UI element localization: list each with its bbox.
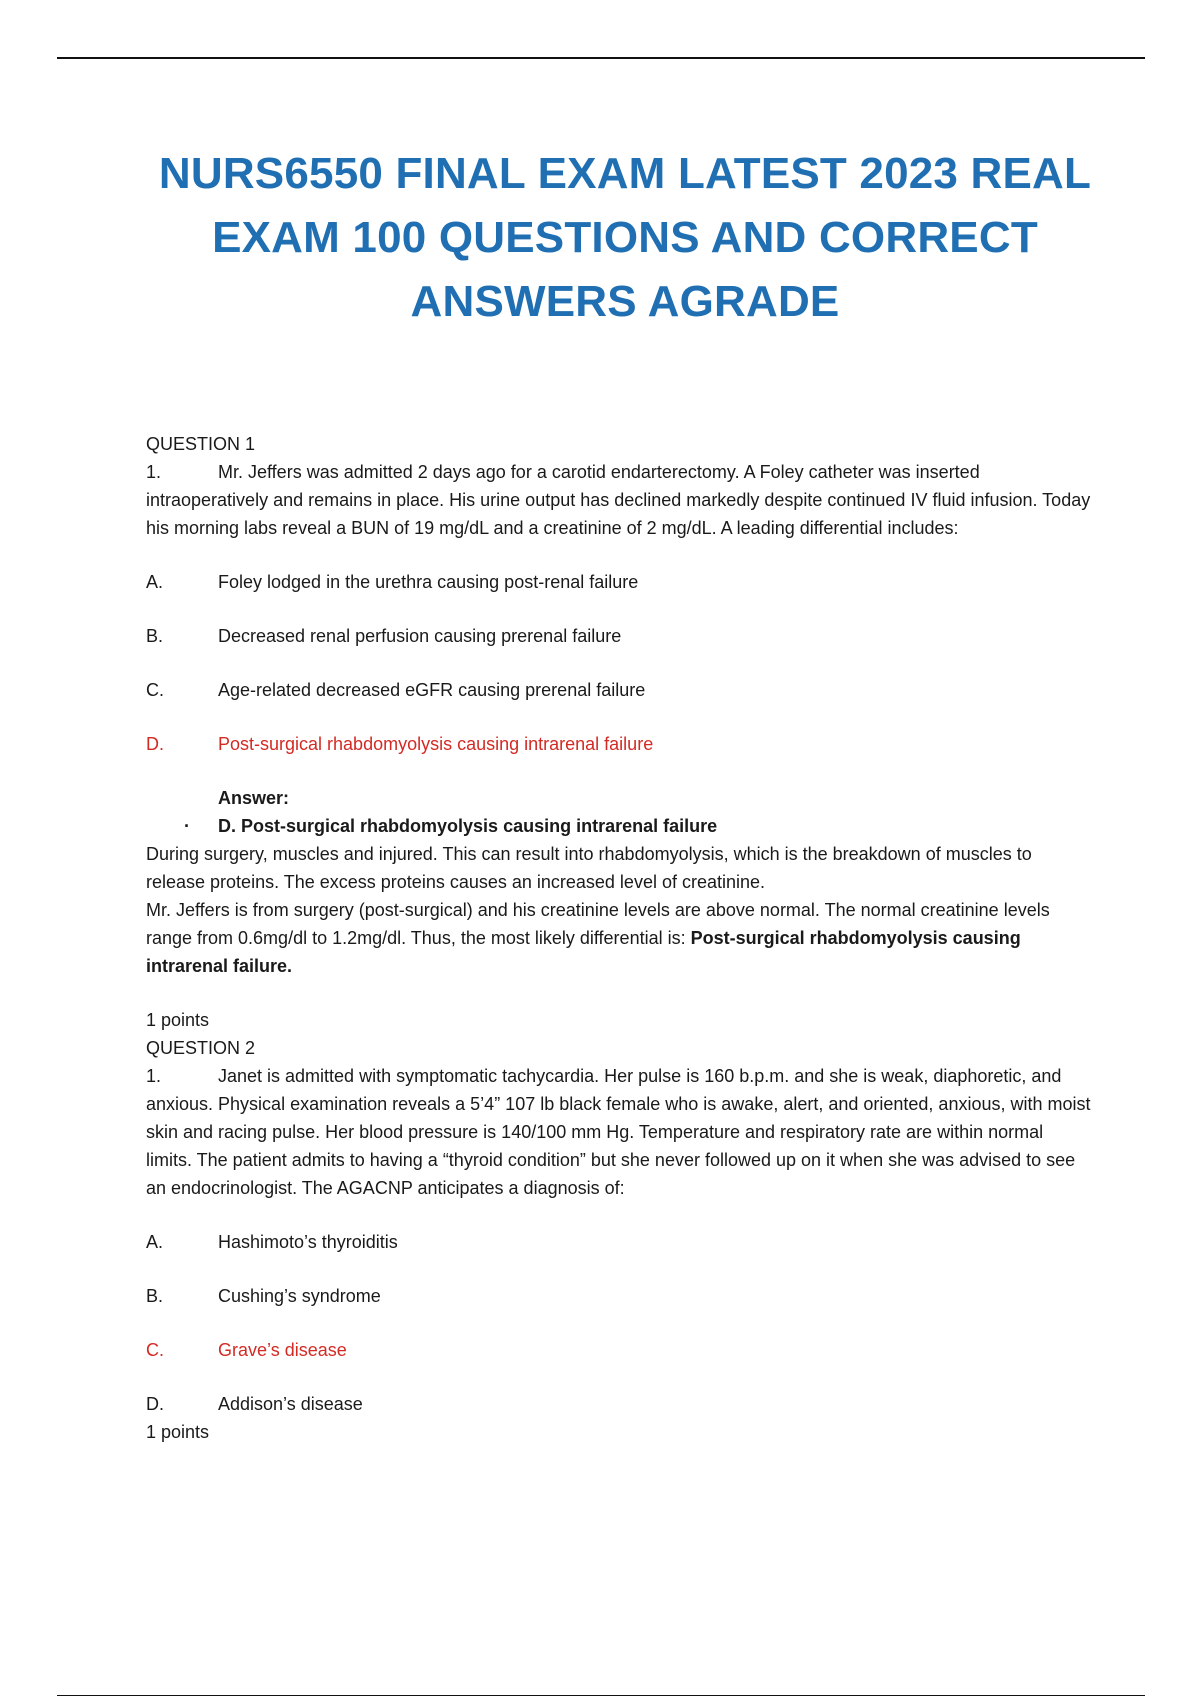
q1-option-c-text: Age-related decreased eGFR causing prerenal failure	[218, 680, 646, 700]
bottom-rule	[57, 1695, 1145, 1696]
q1-number: 1.	[146, 462, 162, 482]
q1-option-c	[146, 676, 1091, 704]
q1-option-b-text: Decreased renal perfusion causing prerenal failure	[218, 626, 622, 646]
q1-option-b-letter: B.	[146, 626, 164, 646]
q1-points: 1 points	[146, 1010, 210, 1030]
q2-option-b	[146, 1282, 1091, 1310]
exam-content	[146, 430, 1091, 1446]
q2-option-b-letter: B.	[146, 1286, 164, 1306]
q2-option-a-letter: A.	[146, 1232, 164, 1252]
q2-number: 1.	[146, 1066, 162, 1086]
q1-answer-item	[184, 812, 1091, 840]
q2-option-d-letter: D.	[146, 1394, 164, 1414]
q2-option-b-text: Cushing’s syndrome	[218, 1286, 381, 1306]
q1-text: Mr. Jeffers was admitted 2 days ago for a carotid endarterectomy. A Foley catheter was inserted intraoperatively and remains in place. His urine output has declined markedly despite continued IV fluid infusion. Today his morning labs reveal a BUN of 19 mg/dL and a creatinine of 2 mg/dL. A leading differential includes:	[146, 462, 1091, 538]
q1-option-a-letter: A.	[146, 572, 164, 592]
q2-option-c-correct	[146, 1336, 1091, 1364]
bullet-icon: ·	[184, 816, 190, 836]
q2-stem	[146, 1062, 1091, 1202]
q2-points: 1 points	[146, 1422, 210, 1442]
q2-heading: QUESTION 2	[146, 1038, 256, 1058]
q1-explanation-2	[146, 896, 1091, 980]
q1-option-d-letter: D.	[146, 734, 164, 754]
q1-explanation-2-bold: Post-surgical rhabdomyolysis causing intrarenal failure.	[146, 928, 1021, 976]
q1-answer-text: D. Post-surgical rhabdomyolysis causing intrarenal failure	[218, 816, 718, 836]
q1-option-a-text: Foley lodged in the urethra causing post-renal failure	[218, 572, 639, 592]
q1-option-a	[146, 568, 1091, 596]
q1-option-c-letter: C.	[146, 680, 164, 700]
q2-option-d-text: Addison’s disease	[218, 1394, 363, 1414]
q1-option-d-correct	[146, 730, 1091, 758]
top-rule	[57, 57, 1145, 59]
q1-stem	[146, 458, 1091, 542]
q1-option-b	[146, 622, 1091, 650]
q2-option-a	[146, 1228, 1091, 1256]
q1-answer-block	[146, 784, 1091, 840]
q2-option-c-text: Grave’s disease	[218, 1340, 347, 1360]
q1-explanation-2-plain: Mr. Jeffers is from surgery (post-surgical) and his creatinine levels are above normal. The normal creatinine levels range from 0.6mg/dl to 1.2mg/dl. Thus, the most likely differential is:	[146, 900, 1050, 948]
q1-heading: QUESTION 1	[146, 434, 256, 454]
q1-option-d-text: Post-surgical rhabdomyolysis causing intrarenal failure	[218, 734, 654, 754]
q2-option-a-text: Hashimoto’s thyroiditis	[218, 1232, 398, 1252]
q1-explanation-1: During surgery, muscles and injured. This can result into rhabdomyolysis, which is the breakdown of muscles to release proteins. The excess proteins causes an increased level of creatinine.	[146, 844, 1032, 892]
q1-answer-label: Answer:	[218, 788, 290, 808]
q2-option-c-letter: C.	[146, 1340, 164, 1360]
document-title: NURS6550 FINAL EXAM LATEST 2023 REAL EXAM 100 QUESTIONS AND CORRECT ANSWERS AGRADE	[158, 149, 1092, 326]
q2-option-d	[146, 1390, 1091, 1418]
q2-text: Janet is admitted with symptomatic tachycardia. Her pulse is 160 b.p.m. and she is weak, diaphoretic, and anxious. Physical examination reveals a 5’4” 107 lb black female who is awake, alert, and oriented, anxious, with moist skin and racing pulse. Her blood pressure is 140/100 mm Hg. Temperature and respiratory rate are within normal limits. The patient admits to having a “thyroid condition” but she never followed up on it when she was advised to see an endocrinologist. The AGACNP anticipates a diagnosis of:	[146, 1066, 1091, 1198]
